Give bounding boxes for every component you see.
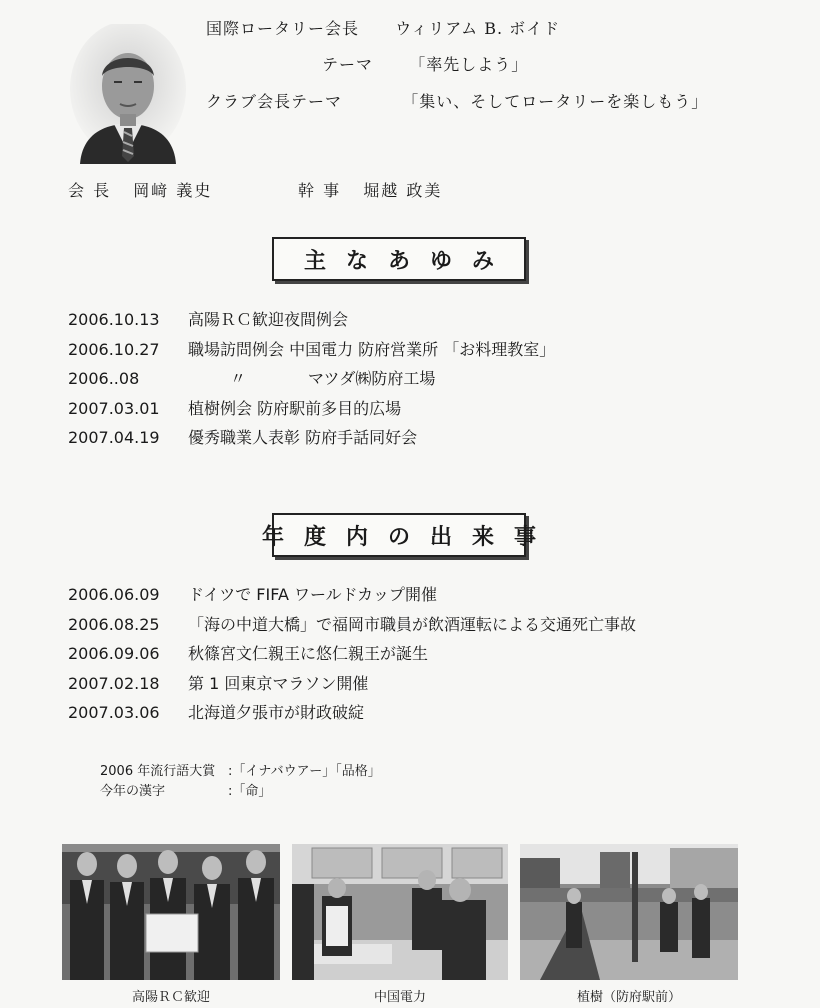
photo-caption-2: 中国電力 xyxy=(373,990,426,1005)
item-text: 優秀職業人表彰 防府手話同好会 xyxy=(188,428,418,447)
item-text: ドイツで FIFA ワールドカップ開催 xyxy=(188,585,438,604)
header-line-2 xyxy=(322,52,528,75)
item-text: 高陽ＲＣ歓迎夜間例会 xyxy=(188,310,349,329)
kanji-row xyxy=(100,782,381,802)
item-date: 2007.04.19 xyxy=(68,428,160,447)
photo-tree-planting xyxy=(520,844,738,980)
theme-label: テーマ xyxy=(322,55,374,74)
buzzwords-block xyxy=(100,762,381,802)
item-date: 2007.03.06 xyxy=(68,703,160,722)
item-date: 2007.03.01 xyxy=(68,398,160,418)
list-item xyxy=(68,423,555,453)
secretary-label: 幹 事 xyxy=(298,181,342,200)
club-theme-value: 「集い、そしてロータリーを楽しもう」 xyxy=(402,92,709,111)
photo-caption-1: 高陽ＲＣ歓迎 xyxy=(131,990,210,1005)
president-label: 会 長 xyxy=(68,181,112,200)
list-item xyxy=(68,698,636,728)
president-name: 岡﨑 義史 xyxy=(133,181,213,200)
photo-welcome-meeting xyxy=(62,844,280,980)
item-text: 第 1 回東京マラソン開催 xyxy=(188,673,369,693)
list-item xyxy=(68,364,555,394)
president-line xyxy=(68,178,212,201)
item-date: 2006.06.09 xyxy=(68,585,160,604)
photo-cooking-class xyxy=(292,844,508,980)
ditto-mark: 〃 xyxy=(230,369,247,388)
buzzword-value: :「イナバウアー」「品格」 xyxy=(228,764,381,779)
theme-value: 「率先しよう」 xyxy=(409,55,529,74)
item-text: 植樹例会 防府駅前多目的広場 xyxy=(188,398,402,418)
list-item xyxy=(68,639,636,669)
item-date: 2006..08 xyxy=(68,369,140,388)
list-item xyxy=(68,335,555,365)
item-text: マツダ㈱防府工場 xyxy=(308,369,436,388)
kanji-value: :「命」 xyxy=(228,784,272,799)
kanji-label: 今年の漢字 xyxy=(100,784,166,799)
list-item xyxy=(68,394,555,424)
events-list xyxy=(68,580,636,728)
item-date: 2006.09.06 xyxy=(68,644,160,663)
president-portrait xyxy=(68,24,188,164)
header-line-3 xyxy=(206,89,708,112)
section-title-events: 年度内の出来事 xyxy=(272,513,526,557)
list-item xyxy=(68,305,555,335)
buzzword-label: 2006 年流行語大賞 xyxy=(100,764,216,779)
item-text: 秋篠宮文仁親王に悠仁親王が誕生 xyxy=(188,644,429,663)
header-line-1 xyxy=(206,16,560,39)
list-item xyxy=(68,610,636,640)
club-theme-label: クラブ会長テーマ xyxy=(206,92,343,111)
ri-president-label: 国際ロータリー会長 xyxy=(206,19,360,38)
list-item xyxy=(68,669,636,699)
item-date: 2007.02.18 xyxy=(68,673,160,693)
item-text: 北海道夕張市が財政破綻 xyxy=(188,703,365,722)
item-date: 2006.08.25 xyxy=(68,614,160,634)
ri-president-name: ウィリアム B. ボイド xyxy=(395,19,561,38)
list-item xyxy=(68,580,636,610)
buzzword-row xyxy=(100,762,381,782)
photo-caption-3: 植樹（防府駅前） xyxy=(576,990,681,1005)
secretary-name: 堀越 政美 xyxy=(363,181,443,200)
activities-list xyxy=(68,305,555,453)
item-date: 2006.10.13 xyxy=(68,310,160,329)
secretary-line xyxy=(298,178,442,201)
section-title-activities: 主なあゆみ xyxy=(272,237,526,281)
item-text: 職場訪問例会 中国電力 防府営業所 「お料理教室」 xyxy=(188,339,556,359)
item-date: 2006.10.27 xyxy=(68,339,160,359)
item-text: 「海の中道大橋」で福岡市職員が飲酒運転による交通死亡事故 xyxy=(188,614,637,634)
